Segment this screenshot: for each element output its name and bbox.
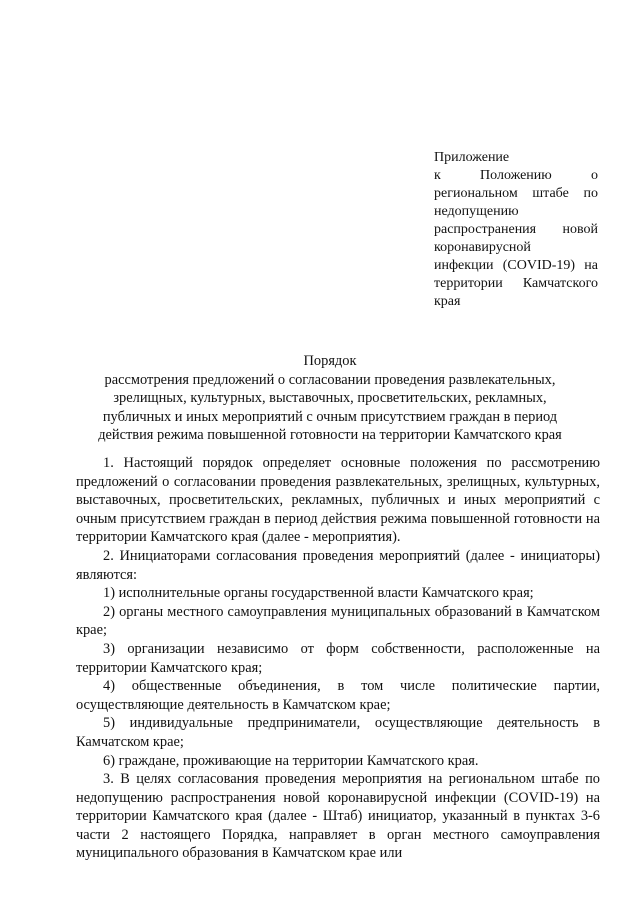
document-body [76,454,600,863]
body-paragraph: 3. В целях согласования проведения мероприятия на региональном штабе по недопущению распространения новой коронавирусной инфекции (COVID-19) на территории Камчатского края (далее - Штаб) инициатор, указанный в пунктах 3-6 части 2 настоящего Порядка, направляет в орган местного самоуправления муниципального образования в Камчатском крае или [76,771,600,862]
attachment-line: Приложение [434,150,510,165]
document-title [60,352,600,445]
attachment-line: недопущению [434,204,519,219]
title-line: публичных и иных мероприятий с очным присутствием граждан в период [102,408,558,425]
list-item: 2) органы местного самоуправления муниципальных образований в Камчатском крае; [76,603,600,639]
attachment-line: края [434,294,461,309]
title-line: зрелищных, культурных, выставочных, просветительских, рекламных, [113,390,547,406]
title-line: рассмотрения предложений о согласовании проведения развлекательных, [104,371,556,388]
list-item: 4) общественные объединения, в том числе политические партии, осуществляющие деятельность в Камчатском крае; [76,678,600,713]
attachment-line: к Положению о [434,168,598,183]
attachment-line: территории Камчатского [434,276,598,291]
attachment-line: региональном штабе по [434,186,598,201]
title-line: действия режима повышенной готовности на территории Камчатского края [98,427,562,443]
attachment-line: распространения новой [434,222,598,237]
list-item: 6) граждане, проживающие на территории Камчатского края. [103,752,479,769]
list-item: 1) исполнительные органы государственной власти Камчатского края; [103,585,534,602]
list-item: 3) организации независимо от форм собственности, расположенные на территории Камчатского края; [76,640,600,676]
attachment-note [434,149,598,311]
title-heading: Порядок [303,353,357,369]
attachment-line: коронавирусной [434,240,531,255]
body-paragraph: 1. Настоящий порядок определяет основные положения по рассмотрению предложений о согласовании проведения развлекательных, зрелищных, культурных, выставочных, просветительских, рекламных, публичных и иных мероприятий с очным присутствием граждан в период действия режима повышенной готовности на территории Камчатского края (далее - мероприятия). [76,455,600,546]
attachment-line: инфекции (COVID-19) на [434,258,598,273]
list-item: 5) индивидуальные предприниматели, осуществляющие деятельность в Камчатском крае; [76,715,600,750]
body-paragraph: 2. Инициаторами согласования проведения мероприятий (далее - инициаторы) являются: [76,547,600,583]
